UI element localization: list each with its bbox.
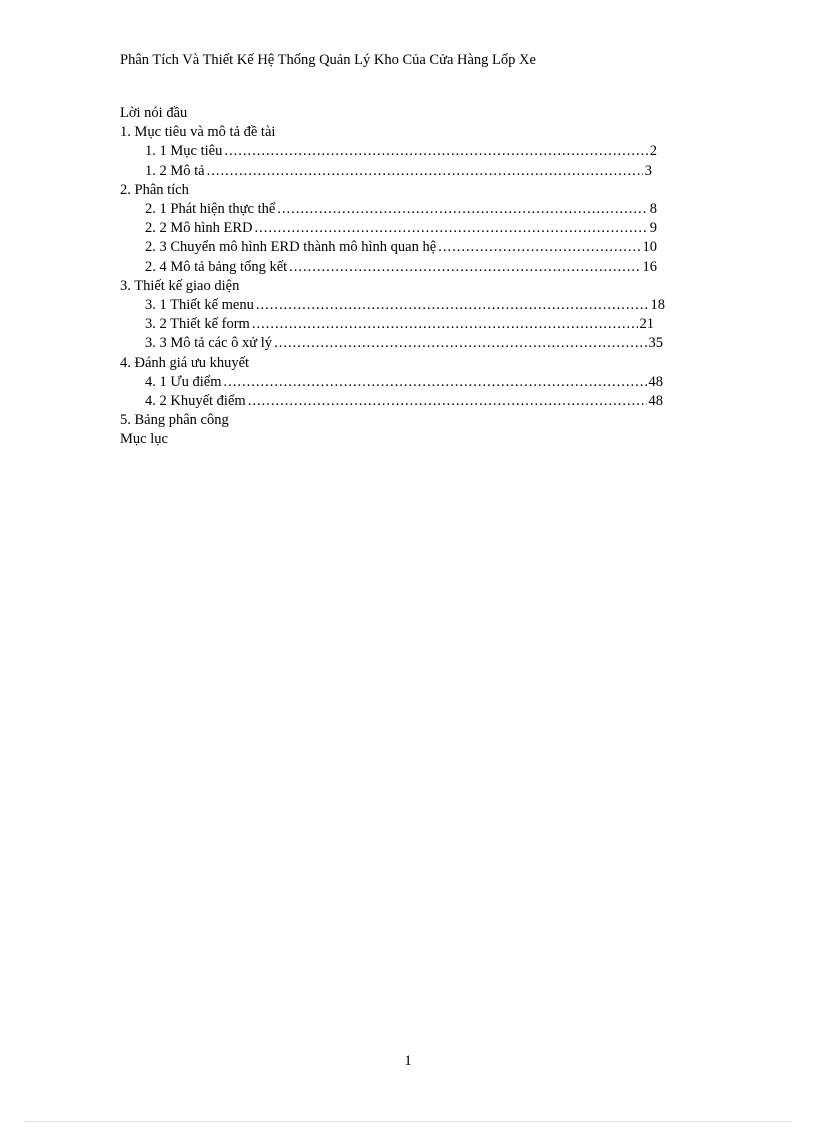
toc-leader-dots	[256, 296, 649, 315]
toc-leader-dots	[224, 142, 647, 161]
toc-entry-page: 21	[639, 316, 654, 333]
toc-leader-dots	[248, 392, 647, 411]
toc-entry-label: 2. 3 Chuyển mô hình ERD thành mô hình quan hệ	[145, 239, 437, 256]
toc-entry-page: 35	[648, 335, 663, 352]
toc-entry-page: 8	[649, 201, 657, 218]
toc-entry-label: 2. 4 Mô tả bảng tổng kết	[145, 258, 288, 275]
toc-entry-label: 2. 2 Mô hình ERD	[145, 220, 253, 237]
toc-entry-page: 16	[642, 258, 657, 275]
toc-entry	[145, 296, 665, 315]
toc-entry-label: 1. 1 Mục tiêu	[145, 143, 223, 160]
toc-entry-label: 3. 2 Thiết kế form	[145, 316, 250, 333]
toc-entry-page: 48	[648, 393, 663, 410]
toc-section-1: 1. Mục tiêu và mô tả đề tài	[120, 124, 276, 141]
toc-leader-dots	[224, 373, 647, 392]
toc-preface: Lời nói đầu	[120, 105, 188, 121]
toc-entry-label: 4. 2 Khuyết điểm	[145, 393, 246, 410]
toc-entry-page: 10	[642, 239, 657, 256]
toc-entry	[145, 238, 657, 257]
toc-entry	[145, 334, 663, 353]
toc-entry-page: 9	[649, 220, 657, 237]
toc-entry	[145, 162, 652, 181]
toc-leader-dots	[207, 162, 643, 181]
toc-entry-page: 48	[648, 373, 663, 390]
toc-section-3: 3. Thiết kế giao diện	[120, 277, 240, 294]
toc-section-2: 2. Phân tích	[120, 181, 189, 198]
page-bottom-divider	[24, 1121, 792, 1122]
toc-entry-page: 3	[644, 162, 652, 179]
toc-entry-label: 3. 3 Mô tả các ô xử lý	[145, 335, 273, 352]
toc-entry	[145, 258, 657, 277]
toc-leader-dots	[274, 334, 646, 353]
toc-entry	[145, 315, 654, 334]
toc-entry-label: 4. 1 Ưu điểm	[145, 373, 222, 390]
toc-leader-dots	[438, 238, 640, 257]
document-header-title: Phân Tích Và Thiết Kế Hệ Thống Quản Lý Kho Của Cửa Hàng Lốp Xe	[120, 52, 536, 68]
toc-entry-page: 2	[649, 143, 657, 160]
toc-entry	[145, 373, 663, 392]
table-of-contents	[120, 104, 665, 450]
toc-leader-dots	[255, 219, 648, 238]
toc-entry	[145, 219, 657, 238]
toc-leader-dots	[252, 315, 638, 334]
toc-entry	[145, 142, 657, 161]
toc-entry-label: 2. 1 Phát hiện thực thể	[145, 201, 276, 218]
toc-entry-page: 18	[650, 297, 665, 314]
toc-section-5: 5. Bảng phân công	[120, 412, 229, 429]
toc-entry	[145, 392, 663, 411]
toc-leader-dots	[289, 258, 640, 277]
toc-section-4: 4. Đánh giá ưu khuyết	[120, 354, 250, 371]
toc-entry	[145, 200, 657, 219]
page-number: 1	[404, 1053, 412, 1069]
toc-entry-label: 3. 1 Thiết kế menu	[145, 297, 254, 314]
toc-entry-label: 1. 2 Mô tả	[145, 162, 205, 179]
toc-closing: Mục lục	[120, 431, 168, 448]
toc-leader-dots	[277, 200, 647, 219]
